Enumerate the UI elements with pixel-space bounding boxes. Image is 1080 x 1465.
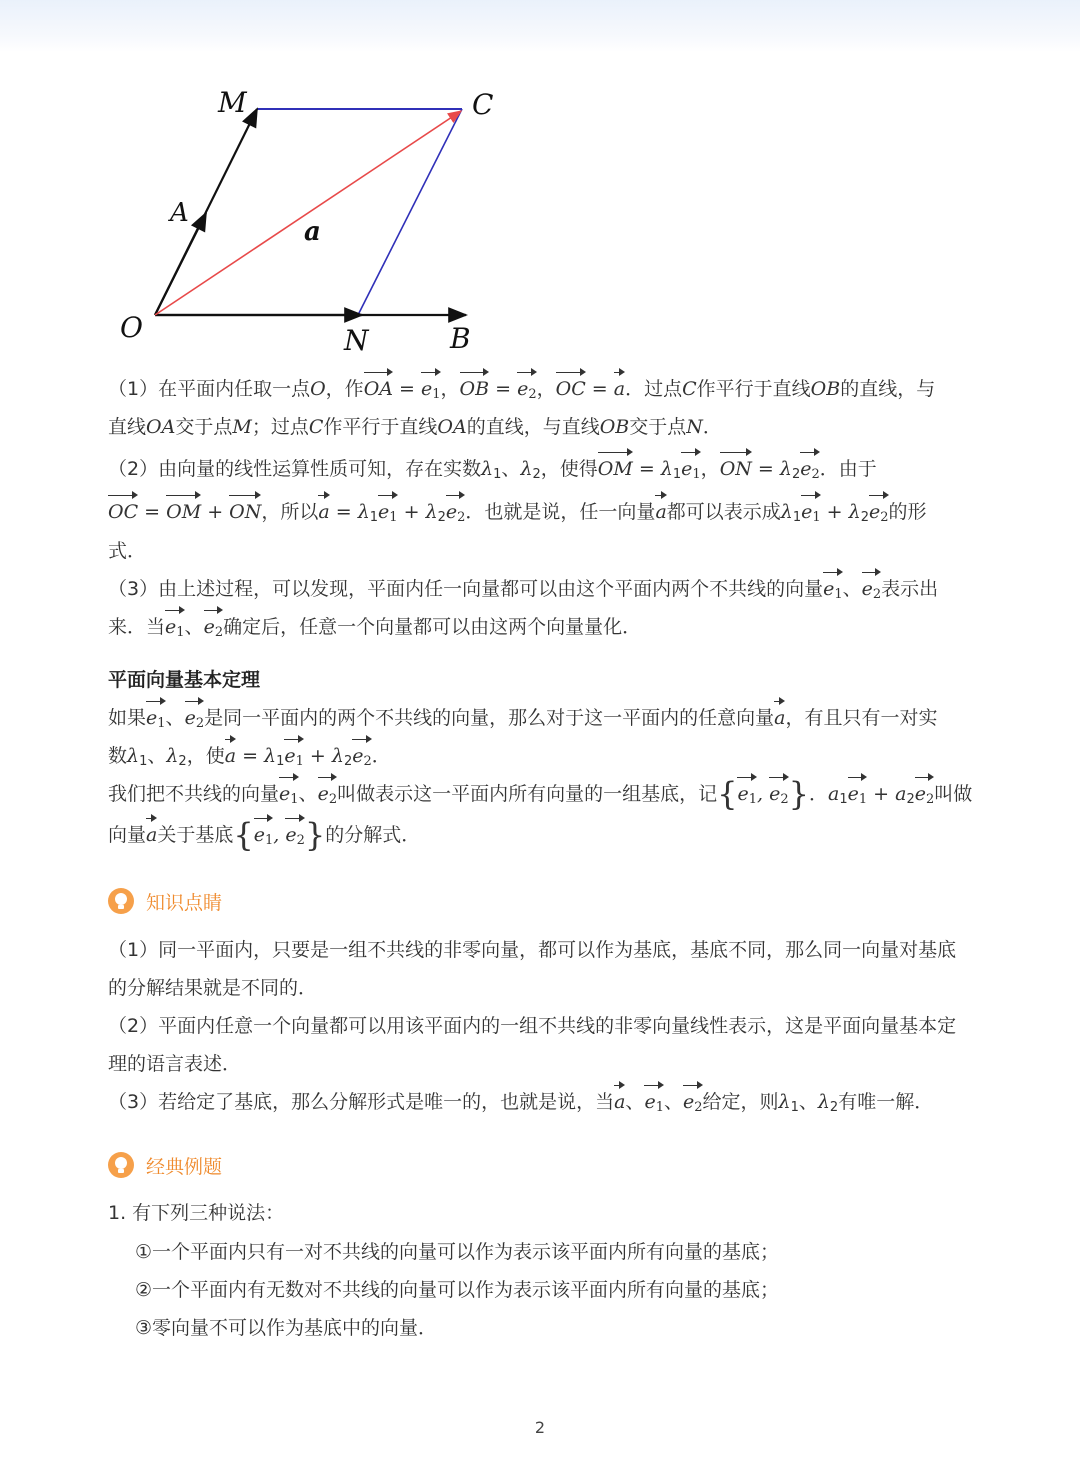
example-heading <box>108 1150 222 1180</box>
example-option-1: ①一个平面内只有一对不共线的向量可以作为表示该平面内所有向量的基底； <box>135 1241 780 1263</box>
lightbulb-icon <box>108 1152 134 1178</box>
insight-title: 知识点睛 <box>146 891 223 914</box>
segment-CN <box>358 109 462 315</box>
insight-line-3: （2）平面内任意一个向量都可以用该平面内的一组不共线的非零向量线性表示，这是平面向量基本定 <box>108 1015 957 1037</box>
insight-line-4: 理的语言表述． <box>108 1053 242 1075</box>
label-B: B <box>450 322 471 355</box>
label-C: C <box>472 88 494 121</box>
insight-line-2: 的分解结果就是不同的． <box>108 977 318 999</box>
label-a: a <box>304 217 321 247</box>
p3-line-2: 来．当$e_1$、$e_2$确定后，任意一个向量都可以由这两个向量量化． <box>108 614 641 646</box>
p1-line-1: （1）在平面内任取一点O，作OA = $e_1$，OB = $e_2$，OC = a．过点C作平行于直线OB的直线，与 <box>108 376 935 408</box>
insight-line-5: （3）若给定了基底，那么分解形式是唯一的，也就是说，当a、$e_1$、$e_2$给定，则$\lambda_1$、$\lambda_2$有唯一解． <box>108 1089 933 1121</box>
label-A: A <box>170 198 189 228</box>
label-M: M <box>218 86 247 119</box>
p2-line-2: OC = OM + ON，所以$a = \lambda_1e_1 + \lambda_2e_2$．也就是说，任一向量a都可以表示成$\lambda_1e_1 + \lambda_2e_2$的形 <box>108 499 927 531</box>
insight-line-1: （1）同一平面内，只要是一组不共线的非零向量，都可以作为基底，基底不同，那么同一向量对基底 <box>108 939 957 961</box>
p2-line-1: （2）由向量的线性运算性质可知，存在实数$\lambda_1$、$\lambda_2$，使得OM = $\lambda_1e_1$，ON = $\lambda_2e_2$．由于 <box>108 456 877 488</box>
insight-heading <box>108 886 222 916</box>
theorem-line-4: 向量a关于基底{$e_1$, $e_2$}的分解式． <box>108 816 421 854</box>
p3-line-1: （3）由上述过程，可以发现，平面内任一向量都可以由这个平面内两个不共线的向量$e_1$、$e_2$表示出 <box>108 576 938 608</box>
theorem-line-2: 数$\lambda_1$、$\lambda_2$，使$a = \lambda_1e_1 + \lambda_2e_2$． <box>108 743 391 775</box>
theorem-line-3: 我们把不共线的向量$e_1$、$e_2$叫做表示这一平面内所有向量的一组基底，记{$e_1$, $e_2$}．$a_1e_1 + a_2e_2$叫做 <box>108 775 973 813</box>
example-option-3: ③零向量不可以作为基底中的向量． <box>135 1317 438 1339</box>
vec-OC: OC <box>555 378 586 400</box>
page-number: 2 <box>534 1418 546 1437</box>
theorem-line-1: 如果$e_1$、$e_2$是同一平面内的两个不共线的向量，那么对于这一平面内的任意向量a，有且只有一对实 <box>108 705 937 737</box>
vec-OB: OB <box>459 378 490 400</box>
header-band <box>0 0 1080 52</box>
label-O: O <box>120 311 143 344</box>
label-N: N <box>344 324 369 357</box>
vec-OA: OA <box>363 378 393 400</box>
lightbulb-icon <box>108 888 134 914</box>
example-option-2: ②一个平面内有无数对不共线的向量可以作为表示该平面内所有向量的基底； <box>135 1279 780 1301</box>
p1-line-2: 直线OA交于点M；过点C作平行于直线OA的直线，与直线OB交于点N． <box>108 416 722 438</box>
example-question: 1. 有下列三种说法： <box>108 1202 285 1224</box>
theorem-title: 平面向量基本定理 <box>108 669 261 691</box>
vector-OA <box>155 213 206 315</box>
example-title: 经典例题 <box>146 1155 223 1178</box>
parallelogram-figure <box>100 80 520 360</box>
vector-OC <box>155 111 461 315</box>
p2-line-3: 式． <box>108 540 147 562</box>
